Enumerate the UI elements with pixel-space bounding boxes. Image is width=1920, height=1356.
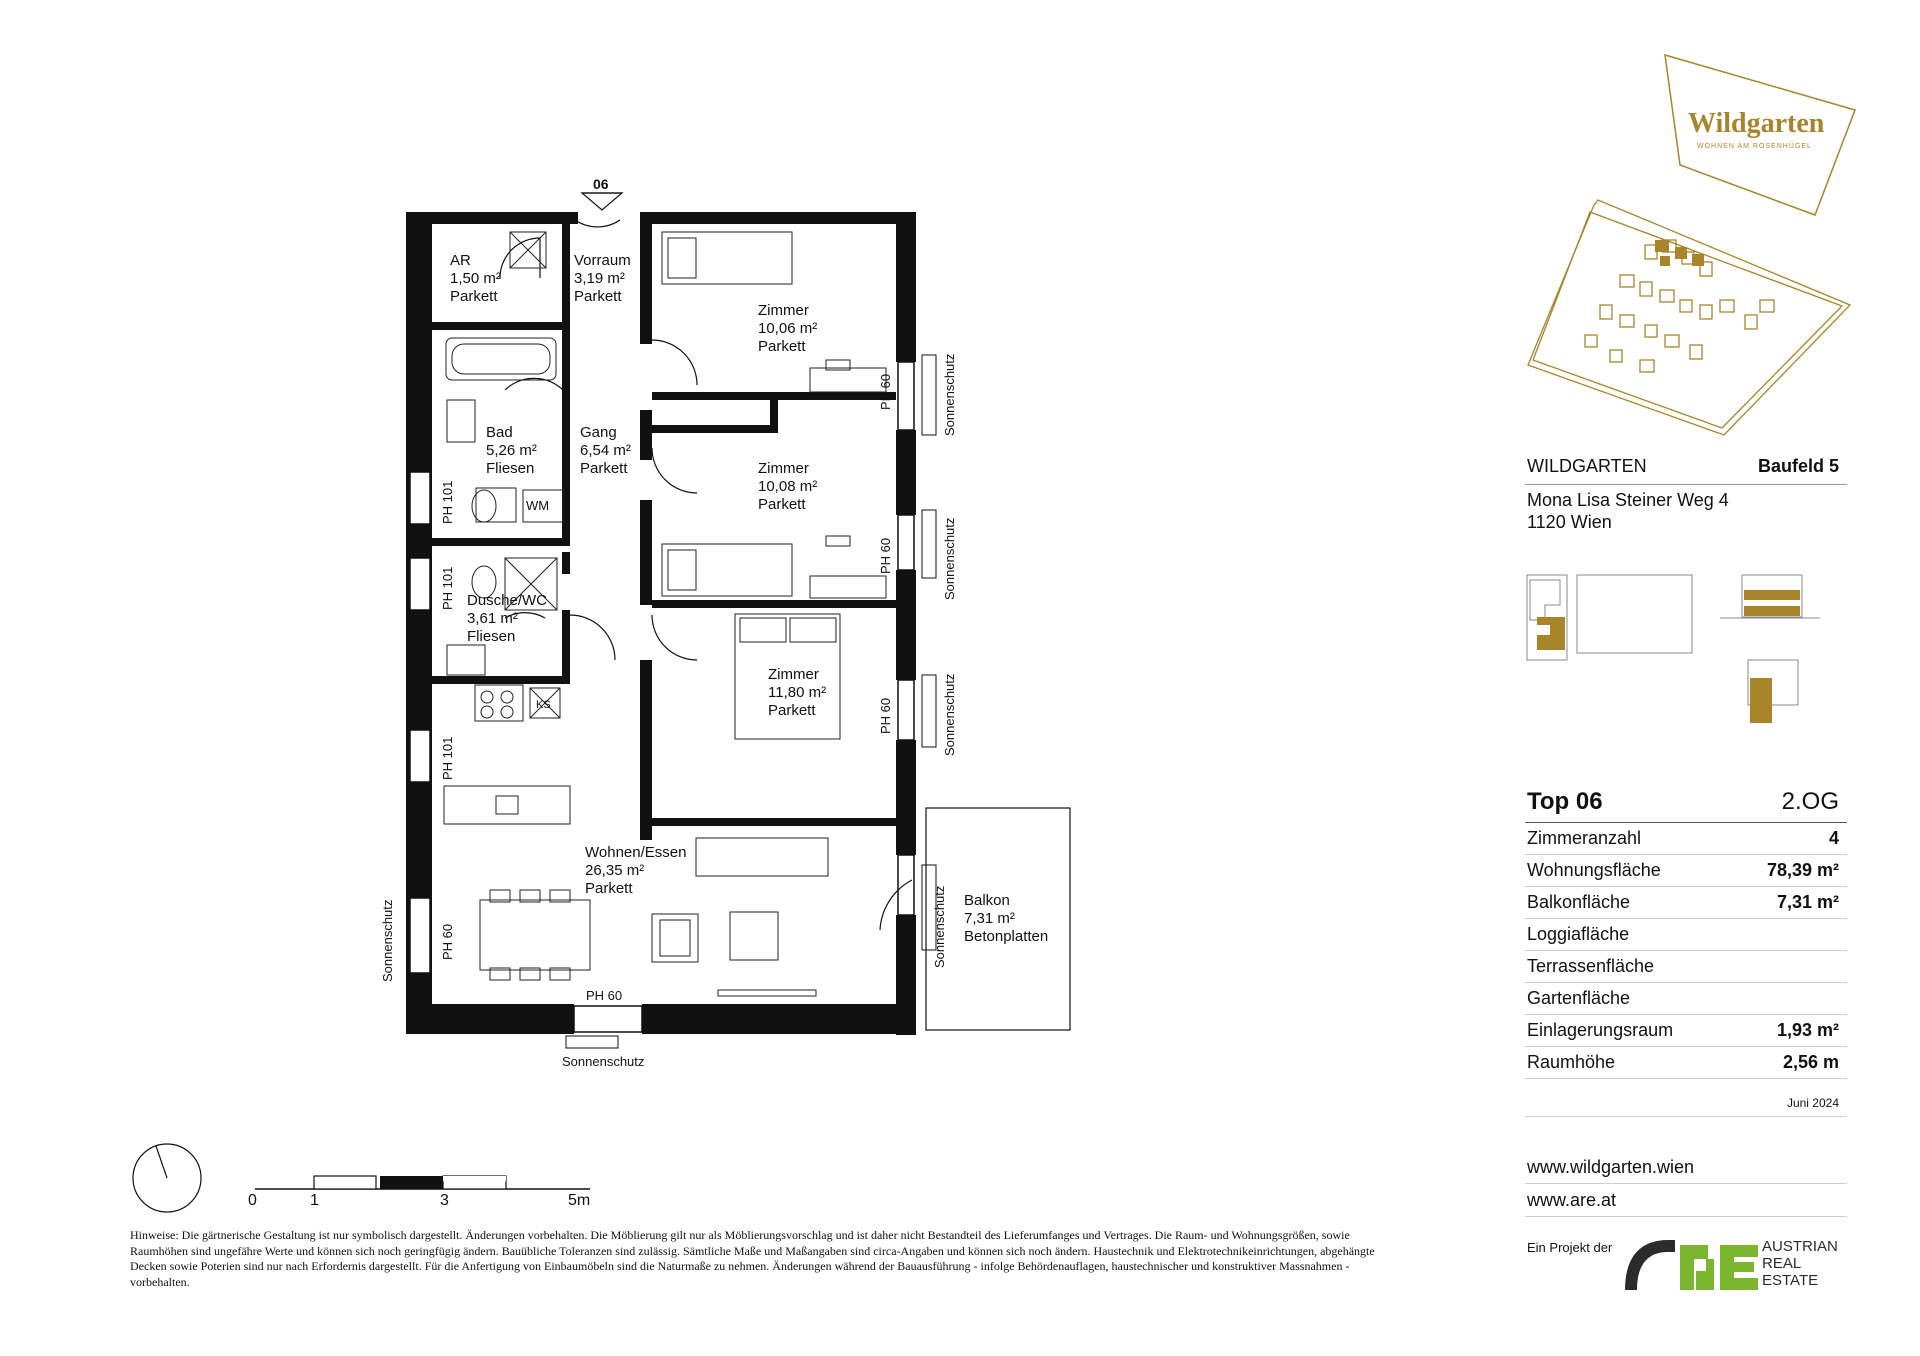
row-zimmeranzahl: Zimmeranzahl 4 bbox=[1525, 822, 1847, 855]
window-label-sonnenschutz-z3: Sonnenschutz bbox=[942, 673, 957, 756]
window-label-ph60-bottom: PH 60 bbox=[586, 988, 623, 1003]
logo-subtitle: WOHNEN AM ROSENHÜGEL bbox=[1697, 143, 1812, 150]
window-label-sonnenschutz-left: Sonnenschutz bbox=[380, 899, 395, 982]
room-gang: Gang 6,54 m² Parkett bbox=[580, 424, 631, 477]
scale-tick-5m: 5m bbox=[568, 1192, 591, 1209]
window-label-ph101-dusche: PH 101 bbox=[440, 566, 455, 610]
row-raumhoehe: Raumhöhe 2,56 m bbox=[1525, 1046, 1847, 1079]
ks-label: KS bbox=[536, 699, 551, 711]
row-wohnungsflaeche: Wohnungsfläche 78,39 m² bbox=[1525, 854, 1847, 887]
city: 1120 Wien bbox=[1527, 512, 1612, 532]
row-einlagerungsraum: Einlagerungsraum 1,93 m² bbox=[1525, 1014, 1847, 1047]
project-name: WILDGARTEN bbox=[1527, 456, 1647, 476]
scale-tick-1: 1 bbox=[310, 1192, 319, 1209]
window-label-ph60-living: PH 60 bbox=[440, 923, 455, 960]
are-logo-mark bbox=[1625, 1240, 1758, 1290]
unit-table bbox=[1525, 788, 1847, 1118]
window-label-sonnenschutz-z2: Sonnenschutz bbox=[942, 517, 957, 600]
link-are[interactable]: www.are.at bbox=[1527, 1190, 1617, 1210]
plan-date: Juni 2024 bbox=[1786, 1096, 1839, 1110]
room-zimmer-3: Zimmer 11,80 m² Parkett bbox=[768, 666, 827, 719]
entry-label: 06 bbox=[593, 176, 609, 192]
row-loggiaflaeche: Loggiafläche bbox=[1525, 918, 1847, 951]
unit-floor: 2.OG bbox=[1781, 788, 1839, 815]
room-zimmer-2: Zimmer 10,08 m² Parkett bbox=[758, 460, 818, 513]
street: Mona Lisa Steiner Weg 4 bbox=[1527, 490, 1729, 510]
entry-marker bbox=[582, 193, 622, 210]
logo-text: Wildgarten bbox=[1688, 108, 1825, 139]
disclaimer-notes: Hinweise: Die gärtnerische Gestaltung ist nur symbolisch dargestellt. Änderungen vorbehalten. Die Möblierung gilt nur als Möblierungsvorschlag und ist daher nicht Bestandteil des Lieferumfanges und Vertrages. Die Raum- und Wohnungsgrößen, sowie Raumhöhen sind ungefähre Werte und können sich noch geringfügig ändern. Bauübliche Toleranzen sind zulässig. Sämtliche Maße und Maßangaben sind circa-Angaben und können sich noch ändern. Haustechnik und Elektrotechnikeinrichtungen, abgehängte Decken sowie Poterien sind nur nach Erfordernis dargestellt. Für die Anfertigung von Einbaumöbeln sind die Naturmaße zu nehmen. Änderungen während der Bauausführung - infolge Behördenauflagen, haustechnischer und konstruktiver Massnahmen - vorbehalten. bbox=[130, 1228, 1375, 1289]
row-balkonflaeche: Balkonfläche 7,31 m² bbox=[1525, 886, 1847, 919]
window-label-sonnenschutz-z1: Sonnenschutz bbox=[942, 353, 957, 436]
scale-bar bbox=[255, 1176, 590, 1189]
interior-walls bbox=[432, 224, 896, 840]
room-balkon: Balkon 7,31 m² Betonplatten bbox=[964, 892, 1049, 945]
wm-label: WM bbox=[526, 498, 550, 513]
project-info bbox=[1525, 456, 1847, 536]
room-dusche-wc: Dusche/WC 3,61 m² Fliesen bbox=[467, 592, 548, 645]
window-label-ph60-z1: PH 60 bbox=[878, 373, 893, 410]
room-ar: AR 1,50 m² Parkett bbox=[450, 252, 501, 305]
sponsor-text: AUSTRIAN REAL ESTATE bbox=[1762, 1238, 1838, 1289]
window-label-sonnenschutz-balcony: Sonnenschutz bbox=[932, 885, 947, 968]
room-zimmer-1: Zimmer 10,06 m² Parkett bbox=[758, 302, 818, 355]
unit-top: Top 06 bbox=[1527, 788, 1603, 815]
room-bad: Bad 5,26 m² Fliesen bbox=[486, 424, 537, 477]
site-plan-thumbnail bbox=[1528, 200, 1850, 435]
sponsor-prefix: Ein Projekt der bbox=[1527, 1240, 1613, 1255]
window-label-sonnenschutz-bottom: Sonnenschutz bbox=[562, 1054, 645, 1069]
north-arrow bbox=[133, 1144, 201, 1212]
row-gartenflaeche: Gartenfläche bbox=[1525, 982, 1847, 1015]
window-label-ph60-z2: PH 60 bbox=[878, 537, 893, 574]
window-label-ph101-bad: PH 101 bbox=[440, 480, 455, 524]
row-terrassenflaeche: Terrassenfläche bbox=[1525, 950, 1847, 983]
link-wildgarten[interactable]: www.wildgarten.wien bbox=[1527, 1157, 1695, 1177]
room-vorraum: Vorraum 3,19 m² Parkett bbox=[574, 252, 631, 305]
scale-tick-0: 0 bbox=[248, 1192, 257, 1209]
scale-tick-3: 3 bbox=[440, 1192, 449, 1209]
window-label-ph101-kitchen: PH 101 bbox=[440, 736, 455, 780]
room-wohnen-essen: Wohnen/Essen 26,35 m² Parkett bbox=[585, 844, 687, 897]
baufeld: Baufeld 5 bbox=[1757, 456, 1839, 476]
window-label-ph60-z3: PH 60 bbox=[878, 697, 893, 734]
